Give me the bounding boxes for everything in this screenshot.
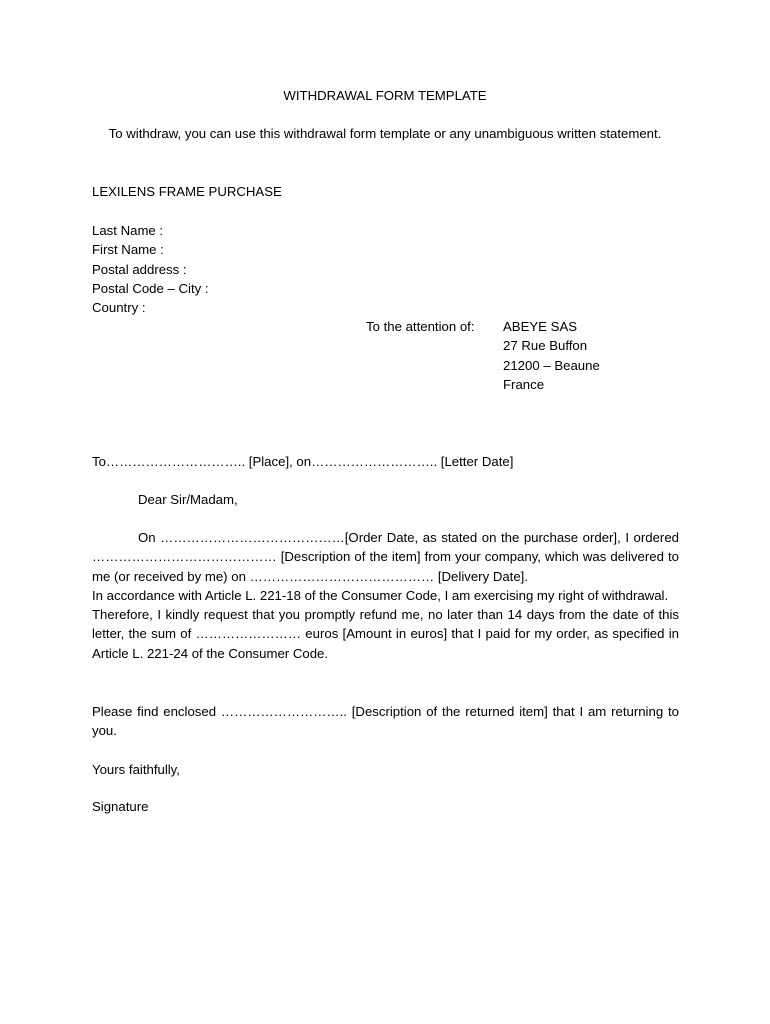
paragraph-article: In accordance with Article L. 221-18 of the Consumer Code, I am exercising my right of withdrawal.	[92, 587, 669, 603]
paragraph-enclosed: Please find enclosed ……………………….. [Description of the returned item] that I am returning to you.	[92, 704, 679, 739]
recipient-country: France	[503, 376, 545, 392]
closing: Yours faithfully,	[92, 762, 180, 777]
intro-text: To withdraw, you can use this withdrawal form template or any unambiguous written statement.	[108, 126, 662, 141]
recipient-city: 21200 – Beaune	[503, 357, 600, 373]
letter-body	[92, 528, 679, 663]
purchase-heading: LEXILENS FRAME PURCHASE	[92, 184, 282, 199]
field-postal-address: Postal address :	[92, 261, 187, 277]
recipient-street: 27 Rue Buffon	[503, 338, 588, 354]
attention-label: To the attention of:	[366, 319, 475, 334]
field-first-name: First Name :	[92, 242, 164, 258]
field-last-name: Last Name :	[92, 223, 164, 238]
field-postal-code-city: Postal Code – City :	[92, 280, 209, 296]
paragraph-refund: Therefore, I kindly request that you promptly refund me, no later than 14 days from the date of this letter, the sum of …………………… euros [Amount in euros] that I paid for my order, as specified in Article L. 221-24 of the Consumer Code.	[92, 607, 679, 661]
customer-fields	[92, 221, 209, 317]
salutation: Dear Sir/Madam,	[138, 492, 238, 507]
recipient-company: ABEYE SAS	[503, 319, 578, 334]
document-title: WITHDRAWAL FORM TEMPLATE	[283, 88, 487, 103]
field-country: Country :	[92, 300, 146, 316]
place-date-line: To………………………….. [Place], on……………………….. [Letter Date]	[92, 454, 514, 469]
signature-label: Signature	[92, 799, 149, 814]
paragraph-order: On ……………………………………[Order Date, as stated on the purchase order], I ordered …………………………………… [Description of the item] from your company, which was delivered to me (or received by me) on …………………………………… [Delivery Date].	[92, 530, 679, 584]
recipient-address	[503, 317, 600, 394]
